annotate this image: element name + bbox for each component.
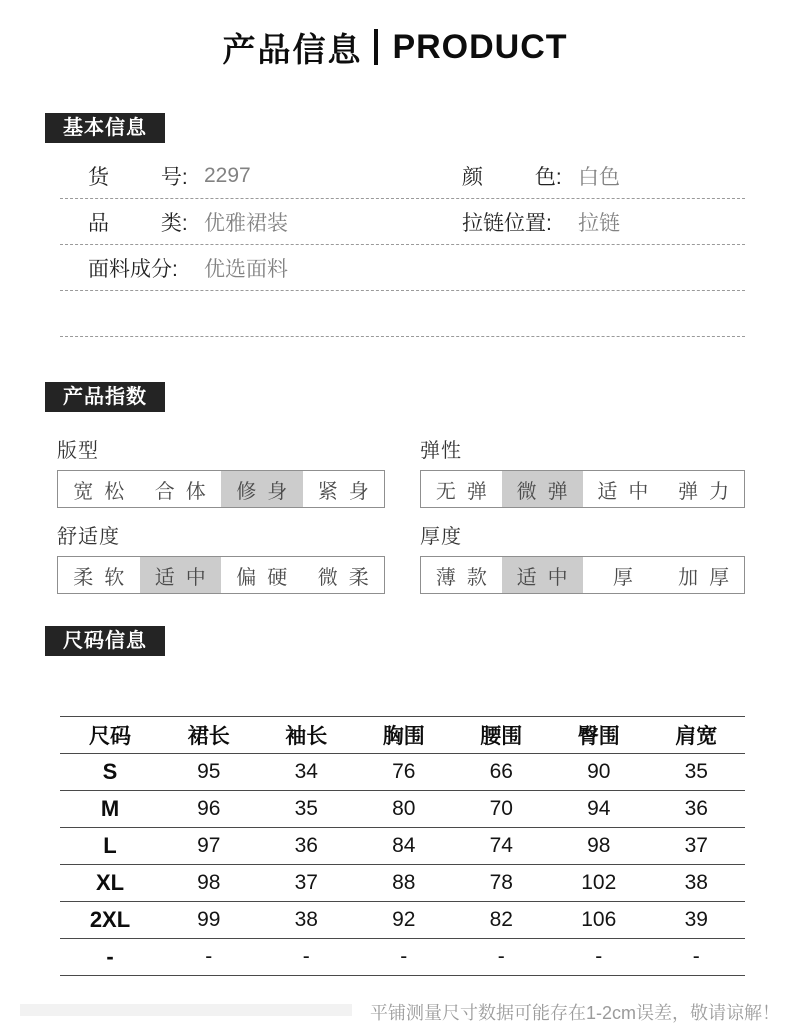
size-table-header-cell: 裙长 xyxy=(187,725,230,748)
size-table-cell: 102 xyxy=(581,871,617,894)
index-option: 适中 xyxy=(140,557,222,593)
fit-label: 版型 xyxy=(57,440,99,462)
fabric-value: 优选面料 xyxy=(204,257,288,281)
comfort-options xyxy=(57,556,385,594)
size-table-cell: 76 xyxy=(392,760,416,783)
item-number-value: 2297 xyxy=(204,163,251,187)
basic-info-row xyxy=(60,199,745,245)
index-group-comfort xyxy=(57,520,385,594)
page-title xyxy=(0,22,790,72)
size-table-header-cell: 袖长 xyxy=(285,725,328,748)
index-option: 适中 xyxy=(502,557,583,593)
index-group-thickness xyxy=(420,520,745,594)
size-table-cell: - xyxy=(205,945,213,968)
section-badge-size-info: 尺码信息 xyxy=(45,626,165,656)
thickness-label: 厚度 xyxy=(420,526,462,548)
size-table-cell: M xyxy=(100,796,120,821)
index-option: 加厚 xyxy=(678,566,741,589)
index-option: 微柔 xyxy=(317,566,380,589)
index-option: 无弹 xyxy=(435,480,498,503)
basic-info-cell xyxy=(60,253,455,283)
index-group-elasticity xyxy=(420,434,745,508)
size-table-cell: - xyxy=(692,945,700,968)
size-table-cell: - xyxy=(106,944,114,969)
size-table-cell: 99 xyxy=(197,908,221,931)
basic-info-cell xyxy=(60,207,455,237)
index-option: 修身 xyxy=(221,471,303,507)
zipper-position-label: 拉链位置: xyxy=(462,211,552,235)
size-table-row xyxy=(60,791,745,828)
color-value: 白色 xyxy=(578,165,620,189)
size-table-row xyxy=(60,754,745,791)
index-option: 偏硬 xyxy=(236,566,299,589)
index-option: 厚 xyxy=(612,566,644,589)
section-badge-product-index: 产品指数 xyxy=(45,382,165,412)
index-option: 微弹 xyxy=(502,471,583,507)
basic-info-cell xyxy=(455,207,745,237)
title-english: PRODUCT xyxy=(392,27,568,66)
size-table-cell: 106 xyxy=(581,908,617,931)
size-table-cell: - xyxy=(400,945,408,968)
size-table-cell: 38 xyxy=(684,871,708,894)
index-option: 合体 xyxy=(154,480,217,503)
size-table-cell: 98 xyxy=(587,834,611,857)
size-table-cell: 82 xyxy=(489,908,513,931)
basic-info-row xyxy=(60,153,745,199)
comfort-label: 舒适度 xyxy=(57,526,120,548)
size-table-cell: 78 xyxy=(489,871,513,894)
index-option: 宽松 xyxy=(73,480,136,503)
size-table-cell: 37 xyxy=(684,834,708,857)
elasticity-options xyxy=(420,470,745,508)
index-option: 紧身 xyxy=(317,480,380,503)
size-table-cell: 37 xyxy=(294,871,318,894)
zipper-position-value: 拉链 xyxy=(578,211,620,235)
size-table-cell: 70 xyxy=(489,797,513,820)
size-table-header-cell: 肩宽 xyxy=(675,725,718,748)
size-table-cell: 92 xyxy=(392,908,416,931)
basic-info-row xyxy=(60,245,745,291)
index-option: 薄款 xyxy=(435,566,498,589)
elasticity-label: 弹性 xyxy=(420,440,462,462)
size-table-header-cell: 臀围 xyxy=(577,725,620,748)
size-table-header-cell: 胸围 xyxy=(382,725,425,748)
size-table-cell: 96 xyxy=(197,797,221,820)
size-table-header-cell: 腰围 xyxy=(480,725,523,748)
product-index-grid xyxy=(57,434,745,594)
size-table-cell: 97 xyxy=(197,834,221,857)
color-label: 颜 色: xyxy=(462,165,562,189)
basic-info-cell xyxy=(60,161,455,191)
index-group-fit xyxy=(57,434,385,508)
category-value: 优雅裙装 xyxy=(204,211,288,235)
size-table-cell: 74 xyxy=(489,834,513,857)
title-chinese: 产品信息 xyxy=(222,30,363,68)
index-option: 弹力 xyxy=(678,480,741,503)
measurement-note: 平铺测量尺寸数据可能存在1-2cm误差，敬请谅解！ xyxy=(370,1003,781,1023)
size-table-cell: 34 xyxy=(294,760,318,783)
size-table-cell: 98 xyxy=(197,871,221,894)
size-table-cell: 35 xyxy=(684,760,708,783)
size-table-cell: 36 xyxy=(684,797,708,820)
basic-info-row-empty xyxy=(60,291,745,337)
fabric-label: 面料成分: xyxy=(88,257,178,281)
section-badge-basic-info: 基本信息 xyxy=(45,113,165,143)
index-option: 适中 xyxy=(597,480,660,503)
size-table-cell: 2XL xyxy=(89,907,131,932)
category-label: 品 类: xyxy=(88,211,188,235)
size-table-row xyxy=(60,865,745,902)
size-table-cell: 90 xyxy=(587,760,611,783)
size-table-cell: 95 xyxy=(197,760,221,783)
basic-info-table xyxy=(60,153,745,337)
size-table-row xyxy=(60,902,745,939)
size-table-cell: 94 xyxy=(587,797,611,820)
title-divider xyxy=(374,29,378,65)
thickness-options xyxy=(420,556,745,594)
size-table-cell: 80 xyxy=(392,797,416,820)
size-table-cell: 84 xyxy=(392,834,416,857)
size-table-cell: 88 xyxy=(392,871,416,894)
size-table-cell: - xyxy=(302,945,310,968)
size-table-header-row xyxy=(60,717,745,754)
fit-options xyxy=(57,470,385,508)
size-table-cell: - xyxy=(595,945,603,968)
size-table-cell: 36 xyxy=(294,834,318,857)
size-table-cell: 35 xyxy=(294,797,318,820)
index-option: 柔软 xyxy=(73,566,136,589)
size-table-cell: S xyxy=(102,759,118,784)
size-table xyxy=(60,716,745,976)
footer-gray-bar xyxy=(20,1004,352,1016)
size-table-row xyxy=(60,828,745,865)
size-table-cell: 66 xyxy=(489,760,513,783)
size-table-cell: L xyxy=(103,833,117,858)
size-table-cell: 39 xyxy=(684,908,708,931)
size-table-cell: - xyxy=(497,945,505,968)
item-number-label: 货 号: xyxy=(88,165,188,189)
size-table-cell: XL xyxy=(95,870,125,895)
size-table-header-cell: 尺码 xyxy=(89,725,131,748)
product-info-page xyxy=(0,22,790,1023)
size-table-cell: 38 xyxy=(294,908,318,931)
basic-info-cell xyxy=(455,161,745,191)
size-table-row xyxy=(60,939,745,976)
